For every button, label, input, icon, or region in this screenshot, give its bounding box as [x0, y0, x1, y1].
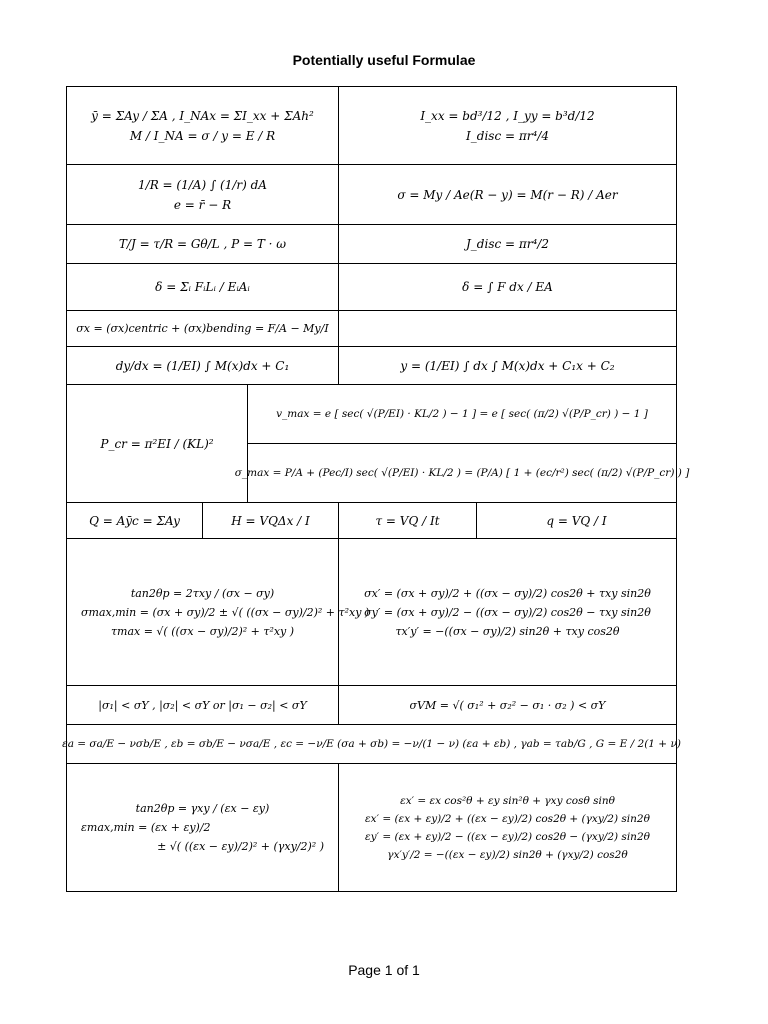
cell-stress-transformation — [338, 538, 677, 686]
equation-epsilon-radical: ± √( ((εx − εy)/2)² + (γxy/2)² ) — [157, 840, 324, 853]
equation-neutral-radius: 1/R = (1/A) ∫ (1/r) dA — [138, 177, 267, 192]
equation-sigma-max-min: σmax,min = (σx + σy)/2 ± √( ((σx − σy)/2)² + τ²xy ) — [81, 605, 370, 619]
equation-strain-principal-angle: tan2θp = γxy / (εx − εy) — [135, 802, 270, 815]
equation-strains: εa = σa/E − νσb/E , εb = σb/E − νσa/E , εc = −ν/E (σa + σb) = −ν/(1 − ν) (εa + εb) , γab = τab/G , G = E / 2(1 + ν) — [62, 738, 681, 750]
equation-sigma-max: σ_max = P/A + (Pec/I) sec( √(P/EI) · KL/2 ) = (P/A) [ 1 + (ec/r²) sec( (π/2) √(P/P_cr) ) ] — [234, 467, 690, 479]
page-footer: Page 1 of 1 — [348, 962, 420, 978]
equation-tau-max: τmax = √( ((σx − σy)/2)² + τ²xy ) — [110, 624, 295, 638]
equation-ixx-iyy: I_xx = bd³/12 , I_yy = b³d/12 — [420, 108, 595, 123]
equation-sigma-y-prime: σy′ = (σx + σy)/2 − ((σx − σy)/2) cos2θ − τxy sin2θ — [364, 605, 651, 619]
cell-principal-strain — [66, 763, 339, 892]
page-title: Potentially useful Formulae — [292, 52, 476, 68]
cell-shear-stress — [338, 502, 477, 539]
cell-axial-deformation-integral — [338, 263, 677, 311]
equation-tau: τ = VQ / It — [375, 513, 440, 528]
equation-combined-stress: σx = (σx)centric + (σx)bending = F/A − My/I — [76, 322, 329, 335]
equation-tresca: |σ₁| < σY , |σ₂| < σY or |σ₁ − σ₂| < σY — [98, 698, 307, 712]
cell-generalized-hooke — [62, 724, 681, 764]
cell-polar-moment — [338, 224, 677, 264]
cell-secant-stress — [234, 443, 690, 503]
cell-combined-stress — [66, 310, 339, 347]
equation-h: H = VQΔx / I — [231, 513, 310, 528]
equation-gamma-xy-prime: γx′y′/2 = −((εx − εy)/2) sin2θ + (γxy/2) cos2θ — [387, 848, 628, 861]
cell-secant-deflection — [247, 384, 677, 444]
cell-torsion — [66, 224, 339, 264]
equation-principal-angle: tan2θp = 2τxy / (σx − σy) — [130, 586, 275, 600]
cell-centroid-moment-inertia — [66, 86, 339, 165]
equation-q-flow: q = VQ / I — [546, 513, 607, 528]
equation-epsilon-y-prime: εy′ = (εx + εy)/2 − ((εx − εy)/2) cos2θ − (γxy/2) sin2θ — [365, 830, 650, 843]
equation-epsilon-max-min: εmax,min = (εx + εy)/2 — [81, 821, 211, 834]
cell-critical-load — [66, 384, 248, 503]
cell-horizontal-shear — [202, 502, 339, 539]
equation-flexure: M / I_NA = σ / y = E / R — [129, 128, 276, 143]
equation-tau-xy-prime: τx′y′ = −((σx − σy)/2) sin2θ + τxy cos2θ — [395, 624, 620, 638]
equation-delta-sum: δ = Σᵢ FᵢLᵢ / EᵢAᵢ — [155, 280, 250, 294]
equation-q: Q = Aȳc = ΣAy — [89, 513, 180, 528]
cell-curved-beam-radius — [66, 164, 339, 225]
cell-von-mises — [338, 685, 677, 725]
cell-tresca — [66, 685, 339, 725]
cell-principal-stress — [66, 538, 370, 686]
cell-area-moments — [338, 86, 677, 165]
cell-empty — [338, 310, 677, 347]
equation-von-mises: σVM = √( σ₁² + σ₂² − σ₁ · σ₂ ) < σY — [409, 698, 606, 712]
equation-critical-load: P_cr = π²EI / (KL)² — [100, 436, 214, 451]
equation-v-max: v_max = e [ sec( √(P/EI) · KL/2 ) − 1 ] = e [ sec( (π/2) √(P/P_cr) ) − 1 ] — [276, 408, 648, 420]
equation-i-disc: I_disc = πr⁴/4 — [466, 128, 549, 143]
equation-curved-stress: σ = My / Ae(R − y) = M(r − R) / Aer — [397, 187, 618, 202]
cell-first-moment — [66, 502, 203, 539]
cell-axial-deformation-sum — [66, 263, 339, 311]
cell-shear-flow — [476, 502, 677, 539]
cell-strain-transformation — [338, 763, 677, 892]
cell-deflection — [338, 346, 677, 385]
equation-centroid: ȳ = ΣAy / ΣA , I_NAx = ΣI_xx + ΣAh² — [91, 108, 314, 123]
equation-sigma-x-prime: σx′ = (σx + σy)/2 + ((σx − σy)/2) cos2θ + τxy sin2θ — [364, 586, 651, 600]
equation-epsilon-x-prime: εx′ = (εx + εy)/2 + ((εx − εy)/2) cos2θ + (γxy/2) sin2θ — [365, 812, 650, 825]
equation-eccentricity: e = r̄ − R — [173, 197, 232, 212]
equation-epsilon-x-prime-cos: εx′ = εx cos²θ + εy sin²θ + γxy cosθ sinθ — [400, 794, 615, 807]
equation-slope: dy/dx = (1/EI) ∫ M(x)dx + C₁ — [115, 358, 290, 373]
equation-torsion: T/J = τ/R = Gθ/L , P = T · ω — [118, 237, 287, 251]
equation-j-disc: J_disc = πr⁴/2 — [465, 237, 549, 251]
cell-slope — [66, 346, 339, 385]
cell-curved-beam-stress — [338, 164, 677, 225]
equation-delta-integral: δ = ∫ F dx / EA — [462, 280, 553, 294]
equation-deflection: y = (1/EI) ∫ dx ∫ M(x)dx + C₁x + C₂ — [400, 358, 615, 373]
